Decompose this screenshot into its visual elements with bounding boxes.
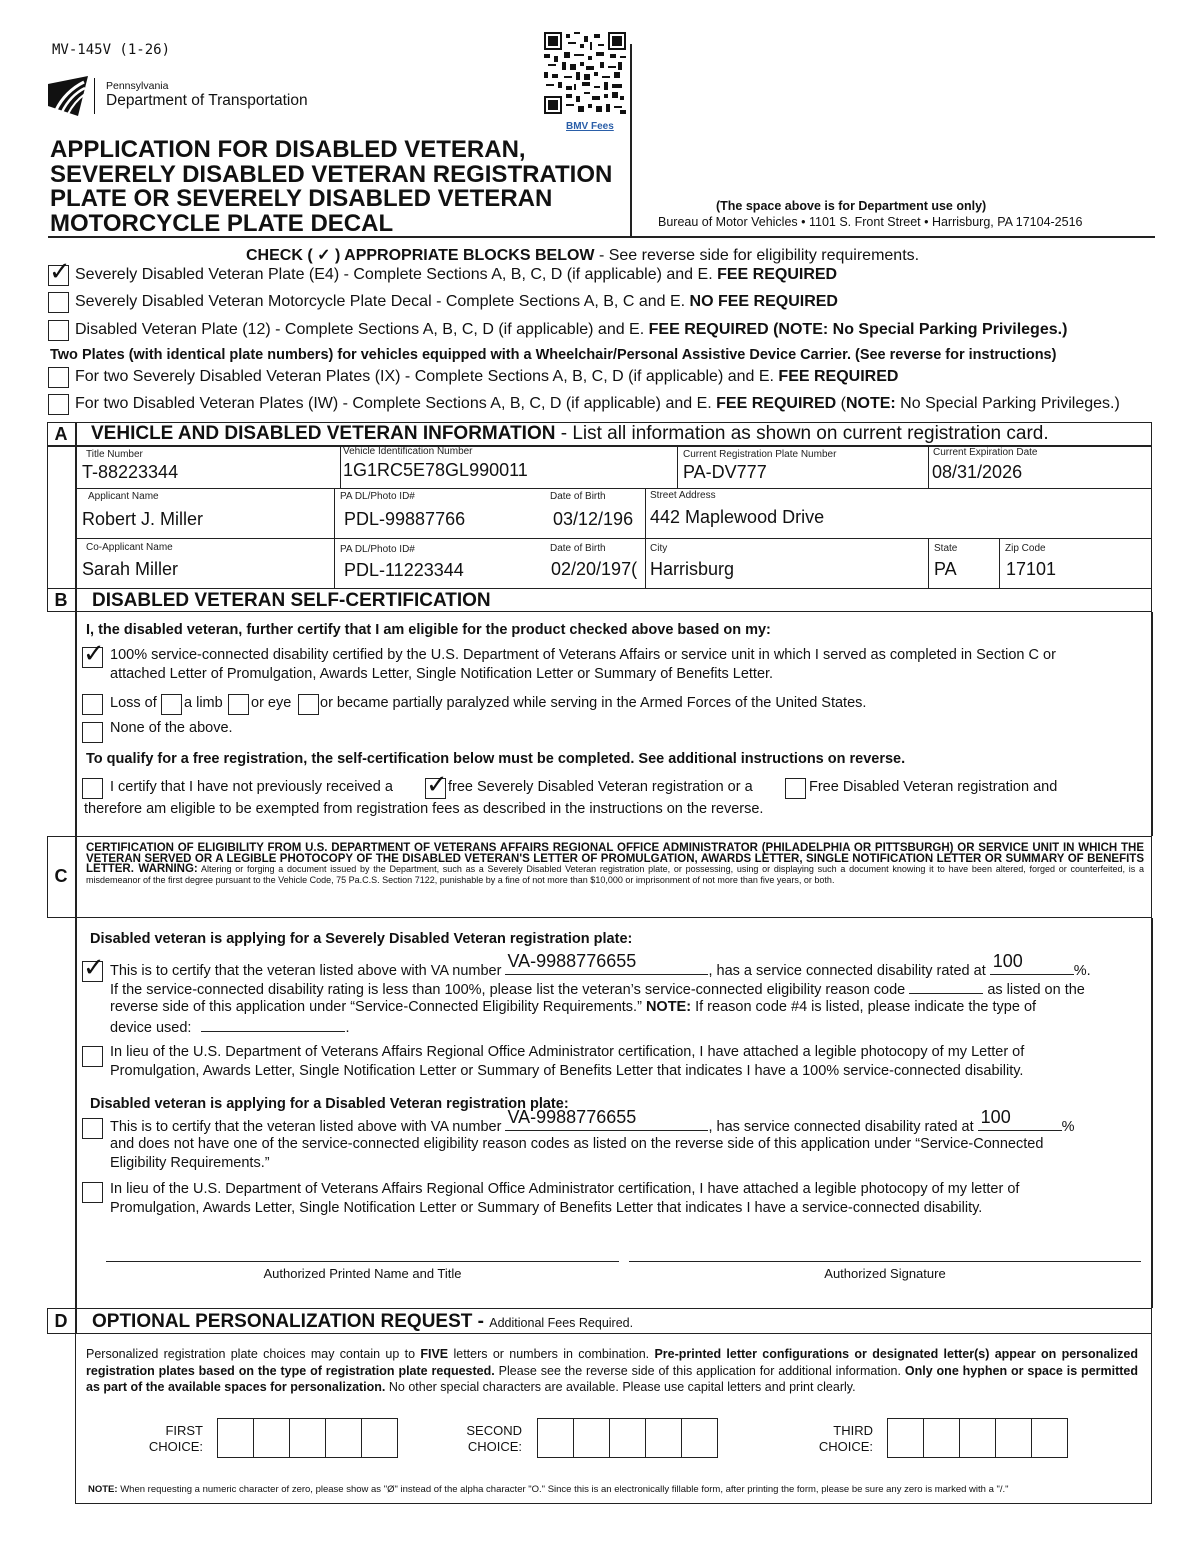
logo-state: Pennsylvania (106, 80, 169, 92)
option-100-percent: 100% service-connected disability certified by the U.S. Department of Veterans Affairs or service unit in which I served as completed in Section C or attached Letter of Promulgation, Awards Letter, Single Notification Letter or Summary of Benefits Letter. (110, 647, 1056, 682)
field-state[interactable]: PA (934, 559, 957, 579)
first-choice-char-3[interactable] (289, 1418, 326, 1458)
bmv-fees-link[interactable]: BMV Fees (566, 121, 614, 132)
field-dv-va-number[interactable]: VA-9988776655 (507, 1107, 637, 1127)
checkbox-eye[interactable] (228, 694, 249, 715)
label-first-choice: FIRST CHOICE: (148, 1423, 203, 1454)
third-choice-char-3[interactable] (959, 1418, 996, 1458)
sdv-line-4: device used: . (110, 1017, 349, 1038)
form-title-line-1: APPLICATION FOR DISABLED VETERAN, (50, 136, 526, 163)
field-expiration[interactable]: 08/31/2026 (932, 462, 1023, 482)
third-choice-char-1[interactable] (887, 1418, 924, 1458)
checkbox-sdv-motorcycle[interactable] (48, 292, 69, 313)
first-choice-char-2[interactable] (253, 1418, 290, 1458)
section-a-title: VEHICLE AND DISABLED VETERAN INFORMATION - List all information as shown on current registration card. (91, 423, 1049, 444)
label-title-number: Title Number (86, 449, 143, 460)
personalization-instructions: Personalized registration plate choices may contain up to FIVE letters or numbers in combination. Pre-printed letter configurations or designated letter(s) appear on personalized registration plates based on the type of registration plate requested. Please see the reverse side of this application for additional information. Only one hyphen or space is permitted as part of the available spaces for personalization. No other special characters are available. Please use capital letters and print clearly. (86, 1347, 1139, 1394)
field-dob[interactable]: 03/12/196 (553, 509, 634, 529)
label-printed-name: Authorized Printed Name and Title (263, 1266, 462, 1281)
section-b-letter: B (54, 590, 68, 610)
check-heading: CHECK ( ✓ ) APPROPRIATE BLOCKS BELOW - See reverse side for eligibility requirements. (246, 247, 920, 264)
checkbox-sdv-certify[interactable]: ✓ (83, 953, 105, 983)
label-dob: Date of Birth (550, 491, 606, 502)
label-plate-number: Current Registration Plate Number (683, 449, 837, 460)
penndot-logo-icon (48, 76, 88, 116)
section-c-header: CERTIFICATION OF ELIGIBILITY FROM U.S. DEPARTMENT OF VETERANS AFFAIRS REGIONAL OFFICE ADMINISTRATOR (PHILADELPHIA OR PITTSBURGH) OR SERVICE UNIT IN WHICH THE VETERAN SERVED OR A LEGIBLE PHOTOCOPY OF THE DISABLED VETERAN'S LETTER OF PROMULGATION, AWARDS LETTER, SINGLE NOTIFICATION LETTER OR SUMMARY OF BENEFITS LETTER. WARNING: Altering or forging a document issued by the Department, such as a Severely Disabled Veteran registration plate, or possessing, using or displaying such a document knowing it to have been altered, forged or counterfeited, is a misdemeanor of the first degree pursuant to the Vehicle Code, 75 Pa.C.S. Section 7122, punishable by a fine of not more than $10,000 or imprisonment of not more than five years, or both. (86, 842, 1144, 885)
field-dv-rating[interactable]: 100 (980, 1107, 1011, 1127)
label-expiration: Current Expiration Date (933, 447, 1038, 458)
checkbox-dv-certify[interactable] (82, 1118, 103, 1139)
checkbox-certify[interactable] (82, 778, 103, 799)
checkbox-two-sdv-plates[interactable] (48, 367, 69, 388)
dv-line-2: and does not have one of the service-connected eligibility reason codes as listed on the reverse side of this application under “Service-Connected Eligibility Requirements.” (110, 1136, 1044, 1171)
first-choice-char-1[interactable] (217, 1418, 254, 1458)
label-certify-b: free Severely Disabled Veteran registration or a (448, 779, 753, 795)
label-certify-c: Free Disabled Veteran registration and (809, 779, 1058, 795)
checkbox-100-percent[interactable]: ✓ (83, 639, 105, 669)
dv-line-1: This is to certify that the veteran listed above with VA number VA-9988776655 , has service connected disability rated at 100 % (110, 1107, 1075, 1135)
option-sdv-motorcycle: Severely Disabled Veteran Motorcycle Plate Decal - Complete Sections A, B, C and E. NO FEE REQUIRED (75, 293, 838, 310)
first-choice-char-4[interactable] (325, 1418, 362, 1458)
lieu-2-text: In lieu of the U.S. Department of Veterans Affairs Regional Office Administrator certification, I have attached a legible photocopy of my letter of Promulgation, Awards Letter, Single Notification Letter or Summary of Benefits Letter that indicates I have a service-connected disability. (110, 1181, 1020, 1216)
option-sdv-plate: Severely Disabled Veteran Plate (E4) - Complete Sections A, B, C, D (if applicable) and E. FEE REQUIRED (75, 266, 838, 283)
third-choice-boxes[interactable] (888, 1418, 1068, 1458)
form-title-line-2: SEVERELY DISABLED VETERAN REGISTRATION (50, 160, 613, 188)
second-choice-char-3[interactable] (609, 1418, 646, 1458)
second-choice-boxes[interactable] (538, 1418, 718, 1458)
second-choice-char-2[interactable] (573, 1418, 610, 1458)
header-rule (48, 236, 1155, 238)
section-c-letter: C (54, 866, 68, 886)
field-plate-number[interactable]: PA-DV777 (683, 462, 767, 482)
lieu-1-text: In lieu of the U.S. Department of Veterans Affairs Regional Office Administrator certification, I have attached a legible photocopy of my Letter of Promulgation, Awards Letter, Single Notification Letter or Summary of Benefits Letter that indicates I have a 100% service-connected disability. (110, 1044, 1025, 1079)
printed-name-line[interactable] (106, 1261, 619, 1262)
checkbox-paralyzed[interactable] (298, 694, 319, 715)
section-d-title: OPTIONAL PERSONALIZATION REQUEST - Additional Fees Required. (92, 1311, 634, 1332)
free-registration-note: To qualify for a free registration, the self-certification below must be completed. See additional instructions on reverse. (86, 751, 906, 767)
vertical-divider (630, 44, 632, 236)
third-choice-char-4[interactable] (995, 1418, 1032, 1458)
label-zip: Zip Code (1005, 543, 1046, 554)
label-signature: Authorized Signature (824, 1266, 946, 1281)
field-sdv-va-number[interactable]: VA-9988776655 (507, 951, 637, 971)
label-loss-of: Loss of (110, 695, 157, 711)
first-choice-char-5[interactable] (361, 1418, 398, 1458)
checkbox-free-dv[interactable] (785, 778, 806, 799)
field-applicant-name[interactable]: Robert J. Miller (82, 509, 204, 529)
checkbox-sdv-plate[interactable]: ✓ (49, 257, 71, 287)
field-coapplicant-name[interactable]: Sarah Miller (82, 559, 179, 579)
label-third-choice: THIRD CHOICE: (818, 1423, 873, 1454)
penndot-logo (48, 76, 348, 116)
field-zip[interactable]: 17101 (1006, 559, 1057, 579)
first-choice-boxes[interactable] (218, 1418, 398, 1458)
field-dl-2[interactable]: PDL-11223344 (344, 560, 464, 580)
dv-heading: Disabled veteran is applying for a Disabled Veteran registration plate: (90, 1096, 569, 1112)
checkbox-lieu-1[interactable] (82, 1046, 103, 1067)
section-d-letter: D (54, 1311, 68, 1331)
checkbox-free-sdv[interactable]: ✓ (426, 770, 448, 800)
option-two-dv-plates: For two Disabled Veteran Plates (IW) - Complete Sections A, B, C, D (if applicable) and E. FEE REQUIRED (NOTE: No Special Parking Privileges.) (75, 395, 1120, 412)
field-dob-2[interactable]: 02/20/197( (551, 559, 638, 579)
third-choice-char-5[interactable] (1031, 1418, 1068, 1458)
logo-department: Department of Transportation (106, 92, 308, 109)
department-use-note: (The space above is for Department use only) (716, 199, 987, 213)
field-device-used[interactable] (201, 1017, 345, 1032)
form-title-line-3: PLATE OR SEVERELY DISABLED VETERAN (50, 185, 553, 212)
self-cert-intro: I, the disabled veteran, further certify that I am eligible for the product checked above based on my: (86, 622, 771, 638)
section-a-letter: A (54, 424, 68, 444)
checkbox-loss[interactable] (82, 694, 103, 715)
field-vin[interactable]: 1G1RC5E78GL990011 (343, 460, 528, 480)
label-certify-d: therefore am eligible to be exempted from registration fees as described in the instructions on the reverse. (84, 801, 764, 817)
label-city: City (650, 543, 668, 554)
field-sdv-rating[interactable]: 100 (992, 951, 1023, 971)
form-title-line-4: MOTORCYCLE PLATE DECAL (50, 209, 394, 237)
field-title-number[interactable]: T-88223344 (82, 462, 179, 482)
field-city[interactable]: Harrisburg (650, 559, 735, 579)
third-choice-char-2[interactable] (923, 1418, 960, 1458)
checkbox-limb[interactable] (161, 694, 182, 715)
label-dl: PA DL/Photo ID# (340, 491, 415, 502)
option-two-sdv-plates: For two Severely Disabled Veteran Plates (IX) - Complete Sections A, B, C, D (if applicable) and E. FEE REQUIRED (75, 368, 899, 385)
section-b-title: DISABLED VETERAN SELF-CERTIFICATION (92, 590, 491, 611)
two-plates-note: Two Plates (with identical plate numbers) for vehicles equipped with a Wheelchair/Personal Assistive Device Carrier. (See reverse for instructions) (50, 347, 1057, 363)
qr-code-icon (544, 32, 626, 114)
sdv-line-1: This is to certify that the veteran listed above with VA number VA-9988776655 , has a service connected disability rated at 100 %. (110, 951, 1091, 979)
sdv-heading: Disabled veteran is applying for a Severely Disabled Veteran registration plate: (90, 931, 633, 947)
label-applicant-name: Applicant Name (88, 491, 159, 502)
bureau-address: Bureau of Motor Vehicles • 1101 S. Front Street • Harrisburg, PA 17104-2516 (658, 215, 1083, 229)
checkbox-dv-plate[interactable] (48, 320, 69, 341)
checkbox-two-dv-plates[interactable] (48, 394, 69, 415)
label-paralyzed: or became partially paralyzed while serving in the Armed Forces of the United States. (320, 695, 867, 711)
second-choice-char-1[interactable] (537, 1418, 574, 1458)
option-dv-plate: Disabled Veteran Plate (12) - Complete Sections A, B, C, D (if applicable) and E. FEE REQUIRED (NOTE: No Special Parking Privileges.) (75, 321, 1068, 338)
field-street[interactable]: 442 Maplewood Drive (650, 507, 825, 527)
label-dob-2: Date of Birth (550, 543, 606, 554)
label-coapplicant-name: Co-Applicant Name (86, 542, 173, 553)
sdv-line-3: reverse side of this application under “Service-Connected Eligibility Requirements.” NOTE: If reason code #4 is listed, please indicate the type of (110, 999, 1037, 1015)
label-none: None of the above. (110, 720, 233, 736)
zero-note: NOTE: When requesting a numeric character of zero, please show as "Ø" instead of the alpha character "O." Since this is an electronically fillable form, after printing the form, please be sure any zero is marked with a "/." (88, 1484, 1009, 1495)
second-choice-char-4[interactable] (645, 1418, 682, 1458)
checkbox-lieu-2[interactable] (82, 1182, 103, 1203)
field-dl[interactable]: PDL-99887766 (344, 509, 466, 529)
label-street: Street Address (650, 490, 716, 501)
form-title (50, 138, 612, 236)
form-number: MV-145V (1-26) (52, 42, 171, 58)
label-second-choice: SECOND CHOICE: (466, 1423, 522, 1454)
second-choice-char-5[interactable] (681, 1418, 718, 1458)
sdv-line-2: If the service-connected disability rating is less than 100%, please list the veteran’s service-connected eligibility reason code as listed on the (110, 979, 1085, 1000)
label-or-eye: or eye (251, 695, 292, 711)
label-vin: Vehicle Identification Number (343, 446, 473, 457)
signature-line[interactable] (629, 1261, 1141, 1262)
label-dl-2: PA DL/Photo ID# (340, 544, 415, 555)
checkbox-none[interactable] (82, 722, 103, 743)
label-state: State (934, 543, 958, 554)
label-a-limb: a limb (184, 695, 223, 711)
label-certify-a: I certify that I have not previously received a (110, 779, 393, 795)
qr-code (544, 32, 626, 114)
